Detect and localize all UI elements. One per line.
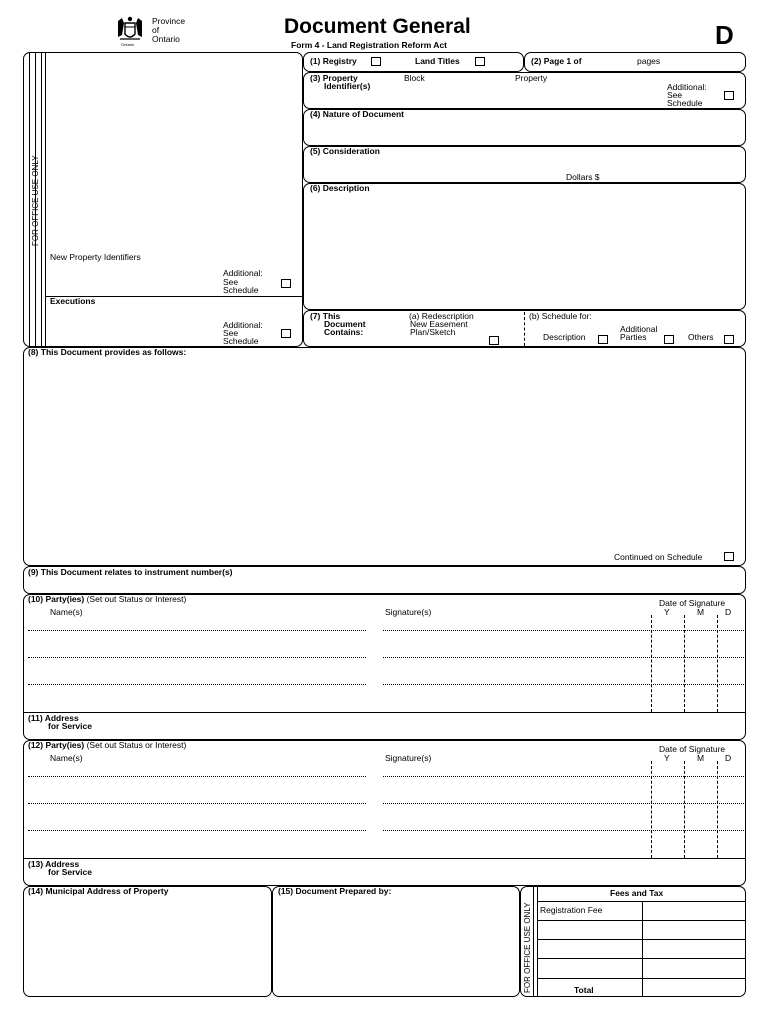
additional-parties-label-2: Parties xyxy=(620,332,647,342)
parties-2-note: (Set out Status or Interest) xyxy=(86,740,187,750)
parties-1-note: (Set out Status or Interest) xyxy=(86,594,187,604)
additional-parties-label-1: Additional xyxy=(620,324,658,334)
address-13-label-2: for Service xyxy=(48,867,92,877)
footer-office-use-label: FOR OFFICE USE ONLY xyxy=(523,902,532,993)
province-line-1: Province xyxy=(152,16,186,26)
block-label: Block xyxy=(404,73,425,83)
party-2-name-line-3[interactable] xyxy=(28,830,366,831)
municipal-address-field[interactable] xyxy=(23,886,272,997)
schedule-description-checkbox[interactable] xyxy=(598,335,608,344)
pin-schedule-checkbox[interactable] xyxy=(724,91,734,100)
property-label: Property xyxy=(515,73,548,83)
left-additional-2: Additional: xyxy=(223,320,263,330)
parties-1-label: (10) Party(ies) xyxy=(28,594,85,604)
redescription-checkbox[interactable] xyxy=(489,336,499,345)
redescription-label: (a) Redescription xyxy=(409,311,474,321)
registration-fee-label: Registration Fee xyxy=(540,905,603,915)
parties-2-day: D xyxy=(725,753,732,763)
form-letter: D xyxy=(715,20,734,50)
address-11-label-2: for Service xyxy=(48,721,92,731)
party-2-signature-line-2[interactable] xyxy=(383,803,746,804)
schedule-for-label: (b) Schedule for: xyxy=(529,311,592,321)
party-1-signature-line-1[interactable] xyxy=(383,630,746,631)
land-titles-checkbox[interactable] xyxy=(475,57,485,66)
consideration-label: (5) Consideration xyxy=(310,146,380,156)
page-subtitle: Form 4 - Land Registration Reform Act xyxy=(291,40,448,50)
parties-2-year: Y xyxy=(664,753,670,763)
province-line-2: of xyxy=(152,25,160,35)
parties-2-date-header: Date of Signature xyxy=(659,744,726,754)
instrument-number-label: (9) This Document relates to instrument number(s) xyxy=(28,567,233,577)
description-field[interactable] xyxy=(303,183,746,310)
new-easement-label: New Easement xyxy=(410,319,468,329)
pages-label: pages xyxy=(637,56,661,66)
property-identifier-label-2: Identifier(s) xyxy=(324,81,371,91)
province-line-3: Ontario xyxy=(152,34,180,44)
fees-and-tax-panel xyxy=(520,886,746,997)
continued-on-schedule-label: Continued on Schedule xyxy=(614,552,703,562)
schedule-description-label: Description xyxy=(543,332,586,342)
land-titles-label: Land Titles xyxy=(415,56,460,66)
parties-1-signatures-header: Signature(s) xyxy=(385,607,432,617)
municipal-address-label: (14) Municipal Address of Property xyxy=(28,886,169,896)
left-schedule-2: Schedule xyxy=(223,336,259,346)
nature-of-document-label: (4) Nature of Document xyxy=(310,109,404,119)
page-title: Document General xyxy=(284,15,471,38)
executions-schedule-checkbox[interactable] xyxy=(281,329,291,338)
office-use-label: FOR OFFICE USE ONLY xyxy=(31,155,40,246)
registry-label: (1) Registry xyxy=(310,56,357,66)
parties-1-year: Y xyxy=(664,607,670,617)
parties-2-label: (12) Party(ies) xyxy=(28,740,85,750)
others-label: Others xyxy=(688,332,714,342)
party-1-signature-line-3[interactable] xyxy=(383,684,746,685)
pin-schedule: Schedule xyxy=(667,98,703,108)
others-checkbox[interactable] xyxy=(724,335,734,344)
pin-see: See xyxy=(667,90,683,100)
fees-and-tax-header: Fees and Tax xyxy=(610,888,664,898)
provides-as-follows-label: (8) This Document provides as follows: xyxy=(28,347,187,357)
executions-label: Executions xyxy=(50,296,96,306)
provides-as-follows-field[interactable] xyxy=(23,347,746,566)
party-2-name-line-2[interactable] xyxy=(28,803,366,804)
contains-label-2: Document xyxy=(324,319,366,329)
parties-1-names-header: Name(s) xyxy=(50,607,83,617)
address-11-label-1: (11) Address xyxy=(28,713,79,723)
party-2-signature-line-3[interactable] xyxy=(383,830,746,831)
left-see-2: See xyxy=(223,328,239,338)
parties-2-signatures-header: Signature(s) xyxy=(385,753,432,763)
prepared-by-field[interactable] xyxy=(272,886,520,997)
property-identifier-label-1: (3) Property xyxy=(310,73,358,83)
additional-parties-checkbox[interactable] xyxy=(664,335,674,344)
plan-sketch-label: Plan/Sketch xyxy=(410,327,456,337)
parties-1-month: M xyxy=(697,607,705,617)
contains-label-3: Contains: xyxy=(324,327,364,337)
left-see-1: See xyxy=(223,277,239,287)
page-of-label: (2) Page 1 of xyxy=(531,56,582,66)
pin-additional: Additional: xyxy=(667,82,707,92)
dollars-label: Dollars $ xyxy=(566,172,600,182)
party-1-name-line-2[interactable] xyxy=(28,657,366,658)
parties-2-month: M xyxy=(697,753,705,763)
new-property-identifiers-label: New Property Identifiers xyxy=(50,252,141,262)
total-label: Total xyxy=(574,985,594,995)
party-1-name-line-3[interactable] xyxy=(28,684,366,685)
contains-label-1: (7) This xyxy=(310,311,341,321)
party-1-name-line-1[interactable] xyxy=(28,630,366,631)
crest-caption: Ontario xyxy=(121,42,135,47)
prepared-by-label: (15) Document Prepared by: xyxy=(278,886,392,896)
party-1-signature-line-2[interactable] xyxy=(383,657,746,658)
left-additional-1: Additional: xyxy=(223,268,263,278)
parties-1-day: D xyxy=(725,607,732,617)
new-identifiers-schedule-checkbox[interactable] xyxy=(281,279,291,288)
registry-checkbox[interactable] xyxy=(371,57,381,66)
parties-1-date-header: Date of Signature xyxy=(659,598,726,608)
left-schedule-1: Schedule xyxy=(223,285,259,295)
party-2-name-line-1[interactable] xyxy=(28,776,366,777)
address-13-label-1: (13) Address xyxy=(28,859,80,869)
continued-on-schedule-checkbox[interactable] xyxy=(724,552,734,561)
description-label: (6) Description xyxy=(310,183,370,193)
party-2-signature-line-1[interactable] xyxy=(383,776,746,777)
parties-2-names-header: Name(s) xyxy=(50,753,83,763)
